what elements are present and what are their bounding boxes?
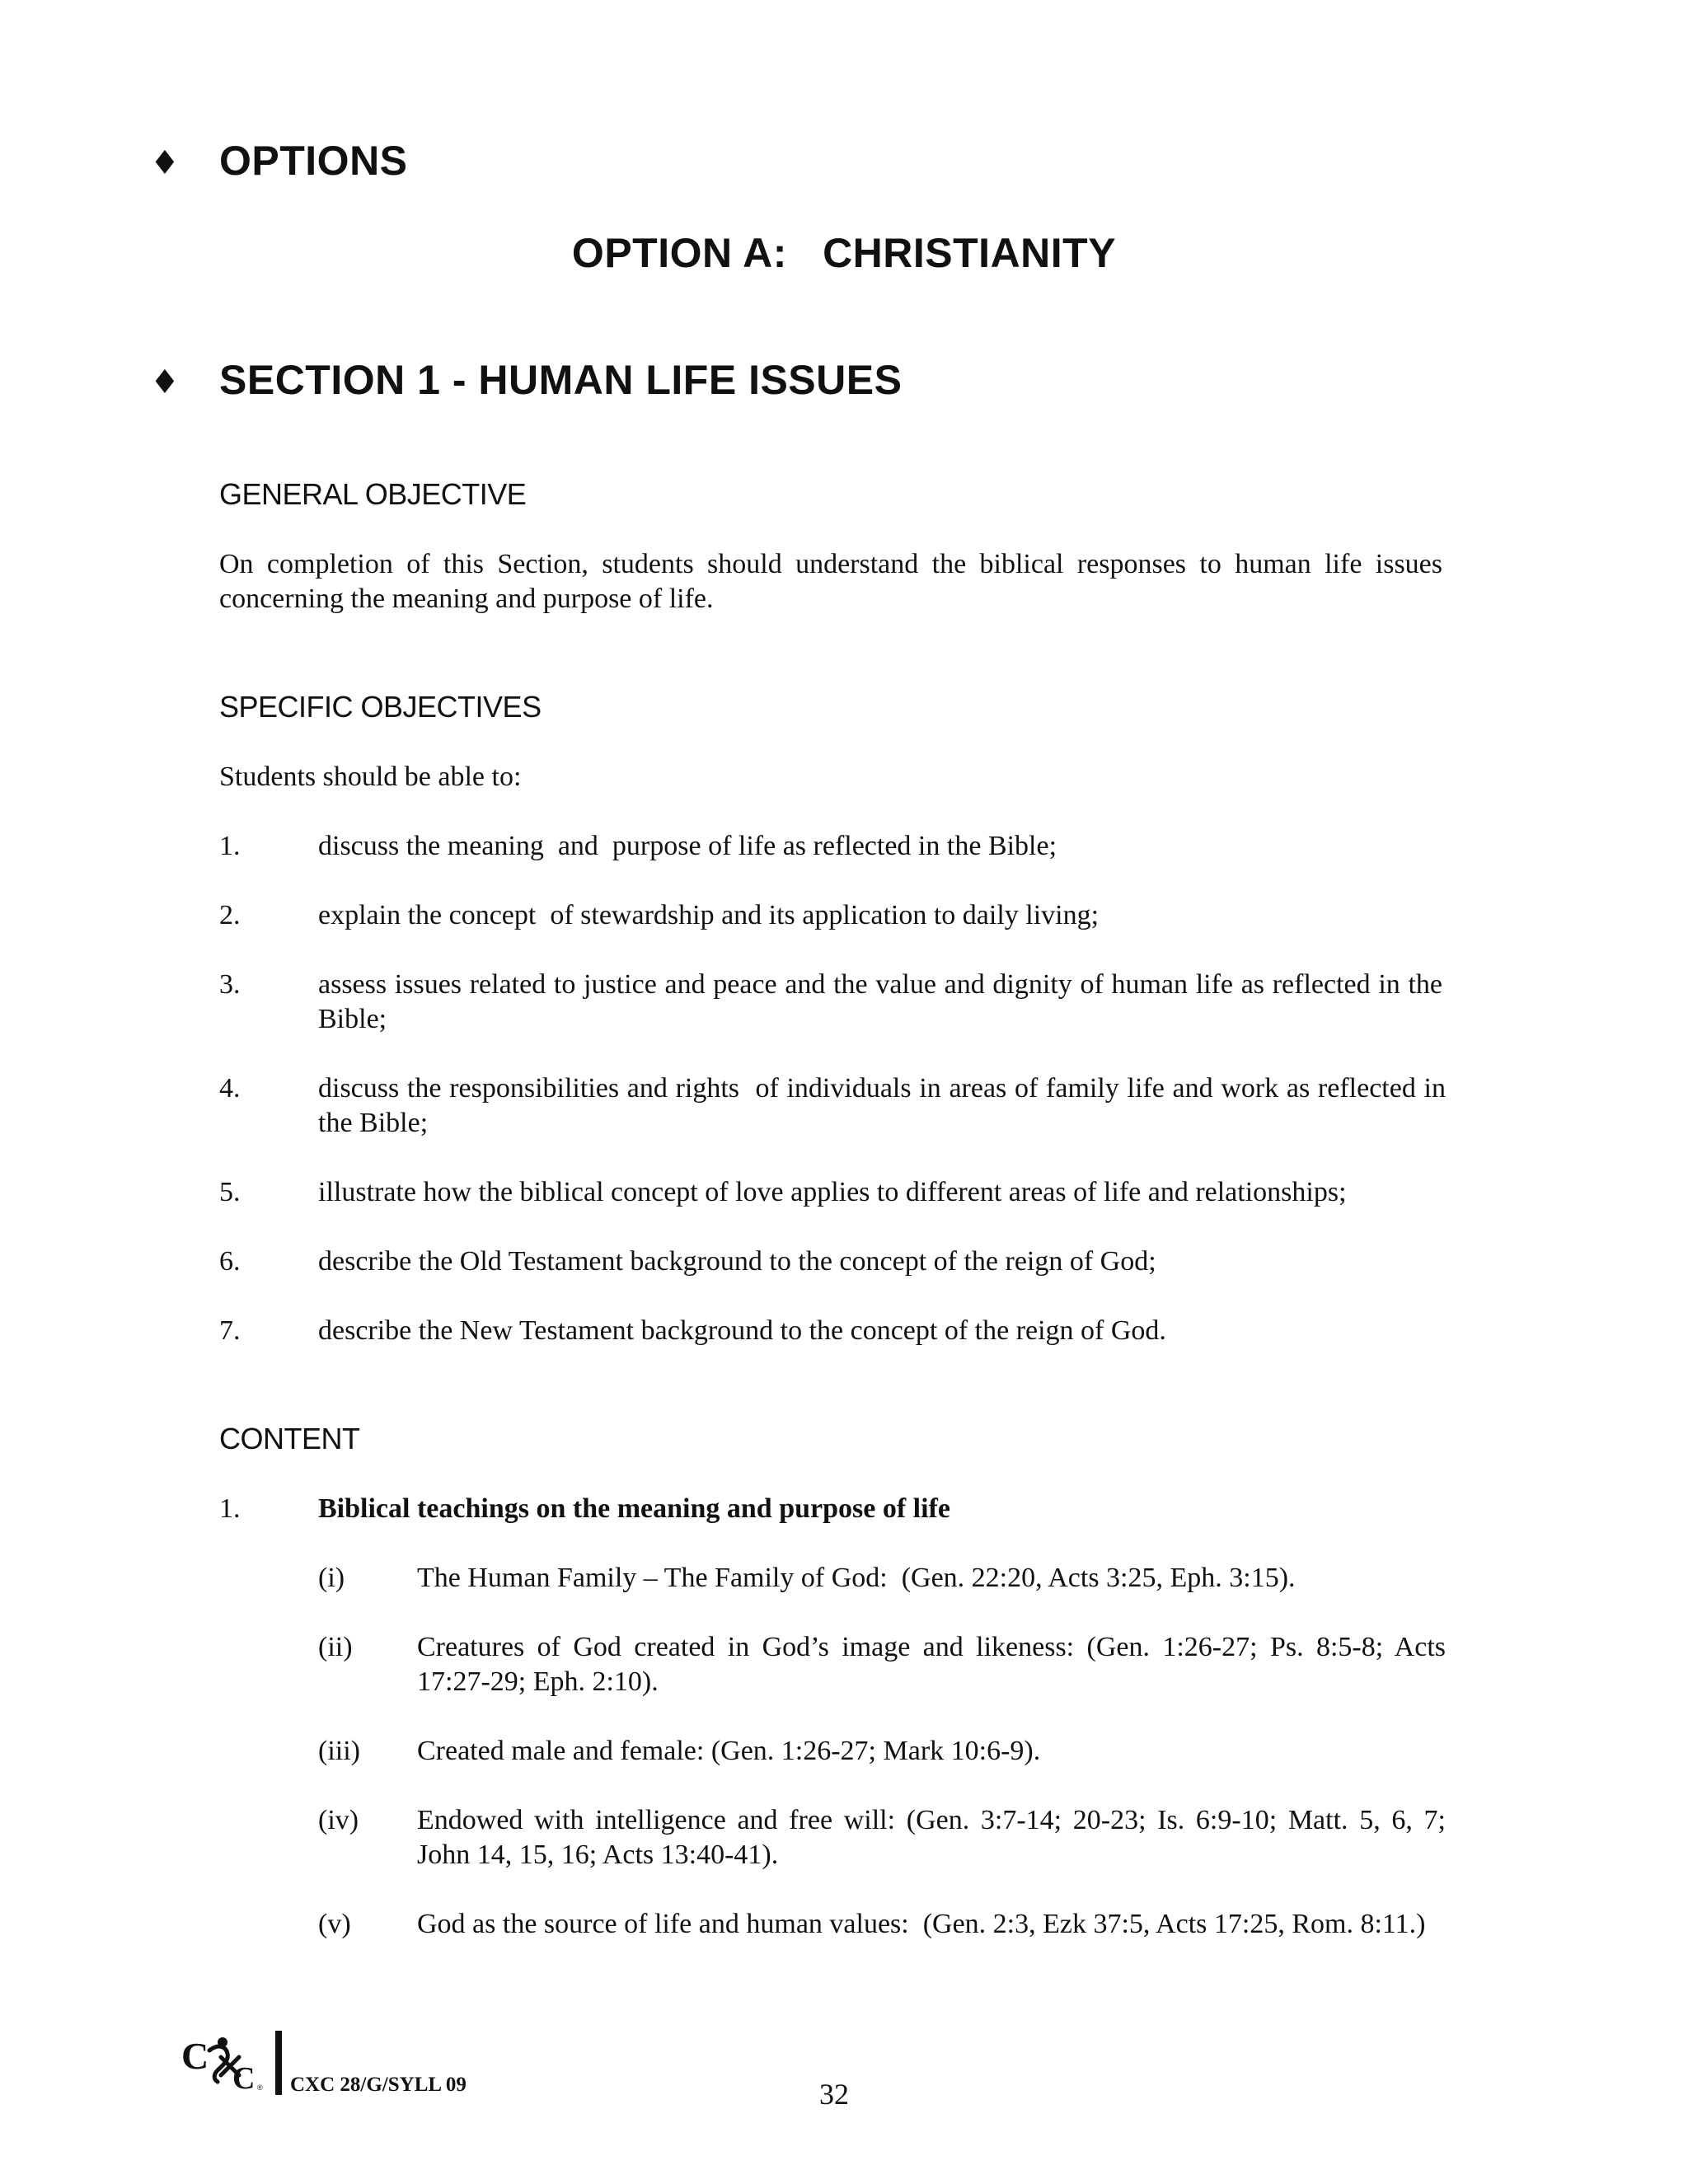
bullet-diamond-icon: ♦ xyxy=(150,363,180,401)
content-heading: CONTENT xyxy=(219,1422,360,1455)
subitem-number: (iii) xyxy=(318,1736,360,1766)
subitem-text: Creatures of God created in God’s image and likeness: (Gen. 1:26-27; Ps. 8:5-8; Acts 17:27-29; Eph. 2:10). xyxy=(417,1632,1446,1697)
bullet-diamond-icon: ♦ xyxy=(150,144,180,182)
syllabus-code: CXC 28/G/SYLL 09 xyxy=(290,2074,467,2096)
objective-number: 3. xyxy=(219,969,241,1000)
general-objective-heading: GENERAL OBJECTIVE xyxy=(219,477,527,511)
subitem-text: Created male and female: (Gen. 1:26-27; Mark 10:6-9). xyxy=(417,1736,1041,1766)
subitem-number: (i) xyxy=(318,1563,345,1593)
svg-text:C: C xyxy=(181,2035,209,2077)
objective-number: 6. xyxy=(219,1246,241,1277)
objective-text: assess issues related to justice and peace and the value and dignity of human life as reflected in the Bible; xyxy=(318,969,1442,1034)
subitem-number: (iv) xyxy=(318,1805,359,1835)
subitem-text: Endowed with intelligence and free will: (Gen. 3:7-14; 20-23; Is. 6:9-10; Matt. 5, 6, 7; John 14, 15, 16; Acts 13:40-41). xyxy=(417,1805,1446,1870)
subitem-text: The Human Family – The Family of God: (Gen. 22:20, Acts 3:25, Eph. 3:15). xyxy=(417,1563,1296,1593)
general-objective-text: On completion of this Section, students should understand the biblical responses to human life issues concerning the meaning and purpose of life. xyxy=(219,549,1442,614)
objective-text: illustrate how the biblical concept of love applies to different areas of life and relationships; xyxy=(318,1177,1347,1207)
section-title: SECTION 1 - HUMAN LIFE ISSUES xyxy=(219,357,903,403)
specific-objectives-intro: Students should be able to: xyxy=(219,762,522,792)
objective-number: 1. xyxy=(219,831,241,861)
objective-number: 4. xyxy=(219,1073,241,1104)
objective-text: discuss the meaning and purpose of life as reflected in the Bible; xyxy=(318,831,1057,861)
specific-objectives-heading: SPECIFIC OBJECTIVES xyxy=(219,690,542,724)
content-item-title: Biblical teachings on the meaning and purpose of life xyxy=(318,1493,950,1524)
objective-number: 7. xyxy=(219,1315,241,1346)
footer-divider xyxy=(275,2031,282,2095)
content-item-number: 1. xyxy=(219,1493,241,1524)
cxc-logo xyxy=(181,2032,272,2092)
cxc-logo-icon xyxy=(181,2032,272,2092)
option-title: OPTION A: CHRISTIANITY xyxy=(571,230,1117,276)
objective-text: discuss the responsibilities and rights of individuals in areas of family life and work as reflected in the Bible; xyxy=(318,1073,1453,1138)
objective-text: explain the concept of stewardship and its application to daily living; xyxy=(318,900,1100,930)
objective-number: 2. xyxy=(219,900,241,930)
objective-number: 5. xyxy=(219,1177,241,1207)
svg-text:®: ® xyxy=(257,2083,263,2092)
objective-text: describe the New Testament background to the concept of the reign of God. xyxy=(318,1315,1166,1346)
subitem-number: (ii) xyxy=(318,1632,353,1662)
options-heading: OPTIONS xyxy=(219,138,408,184)
subitem-text: God as the source of life and human values: (Gen. 2:3, Ezk 37:5, Acts 17:25, Rom. 8:11.) xyxy=(417,1909,1426,1939)
page-number: 32 xyxy=(819,2078,849,2111)
svg-text:C: C xyxy=(232,2061,256,2092)
subitem-number: (v) xyxy=(318,1909,351,1939)
objective-text: describe the Old Testament background to the concept of the reign of God; xyxy=(318,1246,1156,1277)
